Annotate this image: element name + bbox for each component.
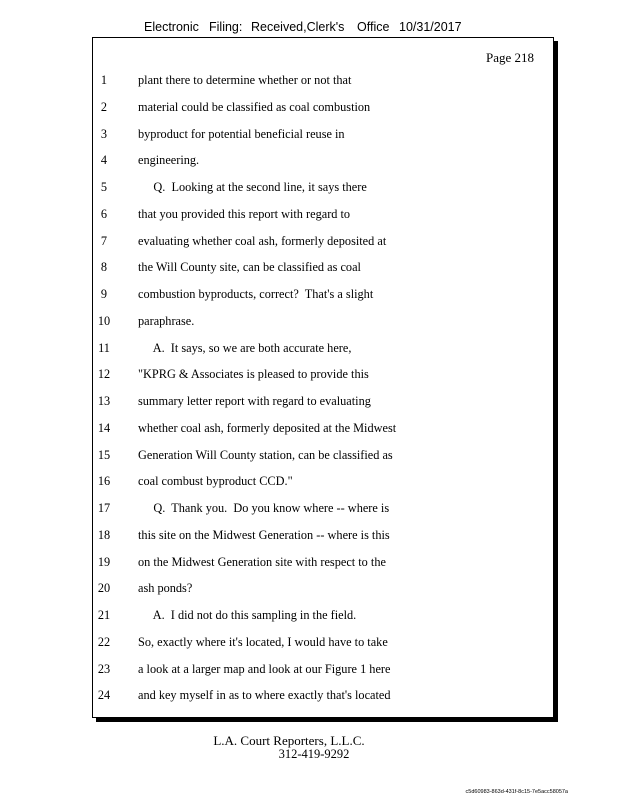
line-number: 8 bbox=[100, 260, 108, 275]
frame-shadow-right bbox=[554, 41, 558, 722]
line-number: 16 bbox=[97, 474, 111, 489]
line-text: a look at a larger map and look at our Figure 1 here bbox=[138, 661, 391, 676]
line-number: 2 bbox=[100, 99, 108, 114]
line-number: 22 bbox=[97, 634, 111, 649]
document-id: c5d60983-863d-431f-8c15-7e5acc58057a bbox=[465, 789, 568, 795]
reporter-company: L.A. Court Reporters, L.L.C. bbox=[213, 733, 365, 748]
line-number: 13 bbox=[97, 394, 111, 408]
line-text: combustion byproducts, correct? That's a slight bbox=[138, 287, 374, 301]
filing-stamp bbox=[144, 20, 474, 38]
line-number: 3 bbox=[100, 126, 108, 141]
line-number: 17 bbox=[97, 501, 111, 515]
line-number: 5 bbox=[100, 180, 108, 194]
line-number: 14 bbox=[97, 420, 111, 435]
line-number: 19 bbox=[97, 554, 111, 569]
line-text: engineering. bbox=[138, 153, 200, 168]
line-text: whether coal ash, formerly deposited at the Midwest bbox=[138, 420, 397, 435]
page-number: Page 218 bbox=[486, 50, 535, 65]
line-text: Q. Looking at the second line, it says there bbox=[138, 180, 367, 194]
reporter-phone: 312-419-9292 bbox=[278, 747, 350, 761]
line-text: Generation Will County station, can be classified as bbox=[138, 447, 393, 462]
line-number: 18 bbox=[97, 527, 111, 542]
line-text: Q. Thank you. Do you know where -- where is bbox=[138, 501, 390, 515]
line-text: plant there to determine whether or not that bbox=[138, 73, 352, 87]
line-text: coal combust byproduct CCD." bbox=[138, 474, 293, 489]
line-text: and key myself in as to where exactly that's located bbox=[138, 688, 391, 703]
line-text: So, exactly where it's located, I would have to take bbox=[138, 634, 388, 649]
stamp-filing: Filing: bbox=[209, 20, 243, 34]
stamp-office: Office bbox=[357, 20, 390, 34]
line-number: 12 bbox=[97, 367, 111, 382]
line-text: ash ponds? bbox=[138, 581, 193, 596]
stamp-received: Received,Clerk's bbox=[251, 20, 345, 34]
line-number: 23 bbox=[97, 661, 111, 676]
line-text: paraphrase. bbox=[138, 313, 195, 328]
line-text: evaluating whether coal ash, formerly deposited at bbox=[138, 233, 387, 248]
line-number: 9 bbox=[100, 287, 108, 301]
line-text: that you provided this report with regard to bbox=[138, 206, 351, 221]
frame-shadow-bottom bbox=[96, 718, 558, 722]
line-text: the Will County site, can be classified as coal bbox=[138, 260, 361, 275]
line-text: summary letter report with regard to evaluating bbox=[138, 394, 371, 408]
line-text: A. I did not do this sampling in the field. bbox=[138, 608, 357, 622]
line-number: 21 bbox=[97, 608, 111, 622]
stamp-date: 10/31/2017 bbox=[399, 20, 462, 34]
stamp-electronic: Electronic bbox=[144, 20, 199, 34]
line-number: 6 bbox=[100, 206, 108, 221]
line-number: 20 bbox=[97, 581, 111, 596]
line-number: 24 bbox=[97, 688, 111, 703]
line-text: byproduct for potential beneficial reuse in bbox=[138, 126, 345, 141]
line-text: material could be classified as coal combustion bbox=[138, 99, 371, 114]
line-number: 4 bbox=[100, 153, 108, 168]
line-number: 7 bbox=[100, 233, 108, 248]
line-text: this site on the Midwest Generation -- where is this bbox=[138, 527, 390, 542]
line-number: 10 bbox=[97, 313, 111, 328]
line-text: on the Midwest Generation site with respect to the bbox=[138, 554, 386, 569]
line-number: 11 bbox=[98, 340, 110, 355]
line-text: "KPRG & Associates is pleased to provide this bbox=[138, 367, 369, 382]
line-number: 15 bbox=[97, 447, 111, 462]
line-text: A. It says, so we are both accurate here, bbox=[138, 340, 352, 355]
line-number: 1 bbox=[100, 73, 108, 87]
